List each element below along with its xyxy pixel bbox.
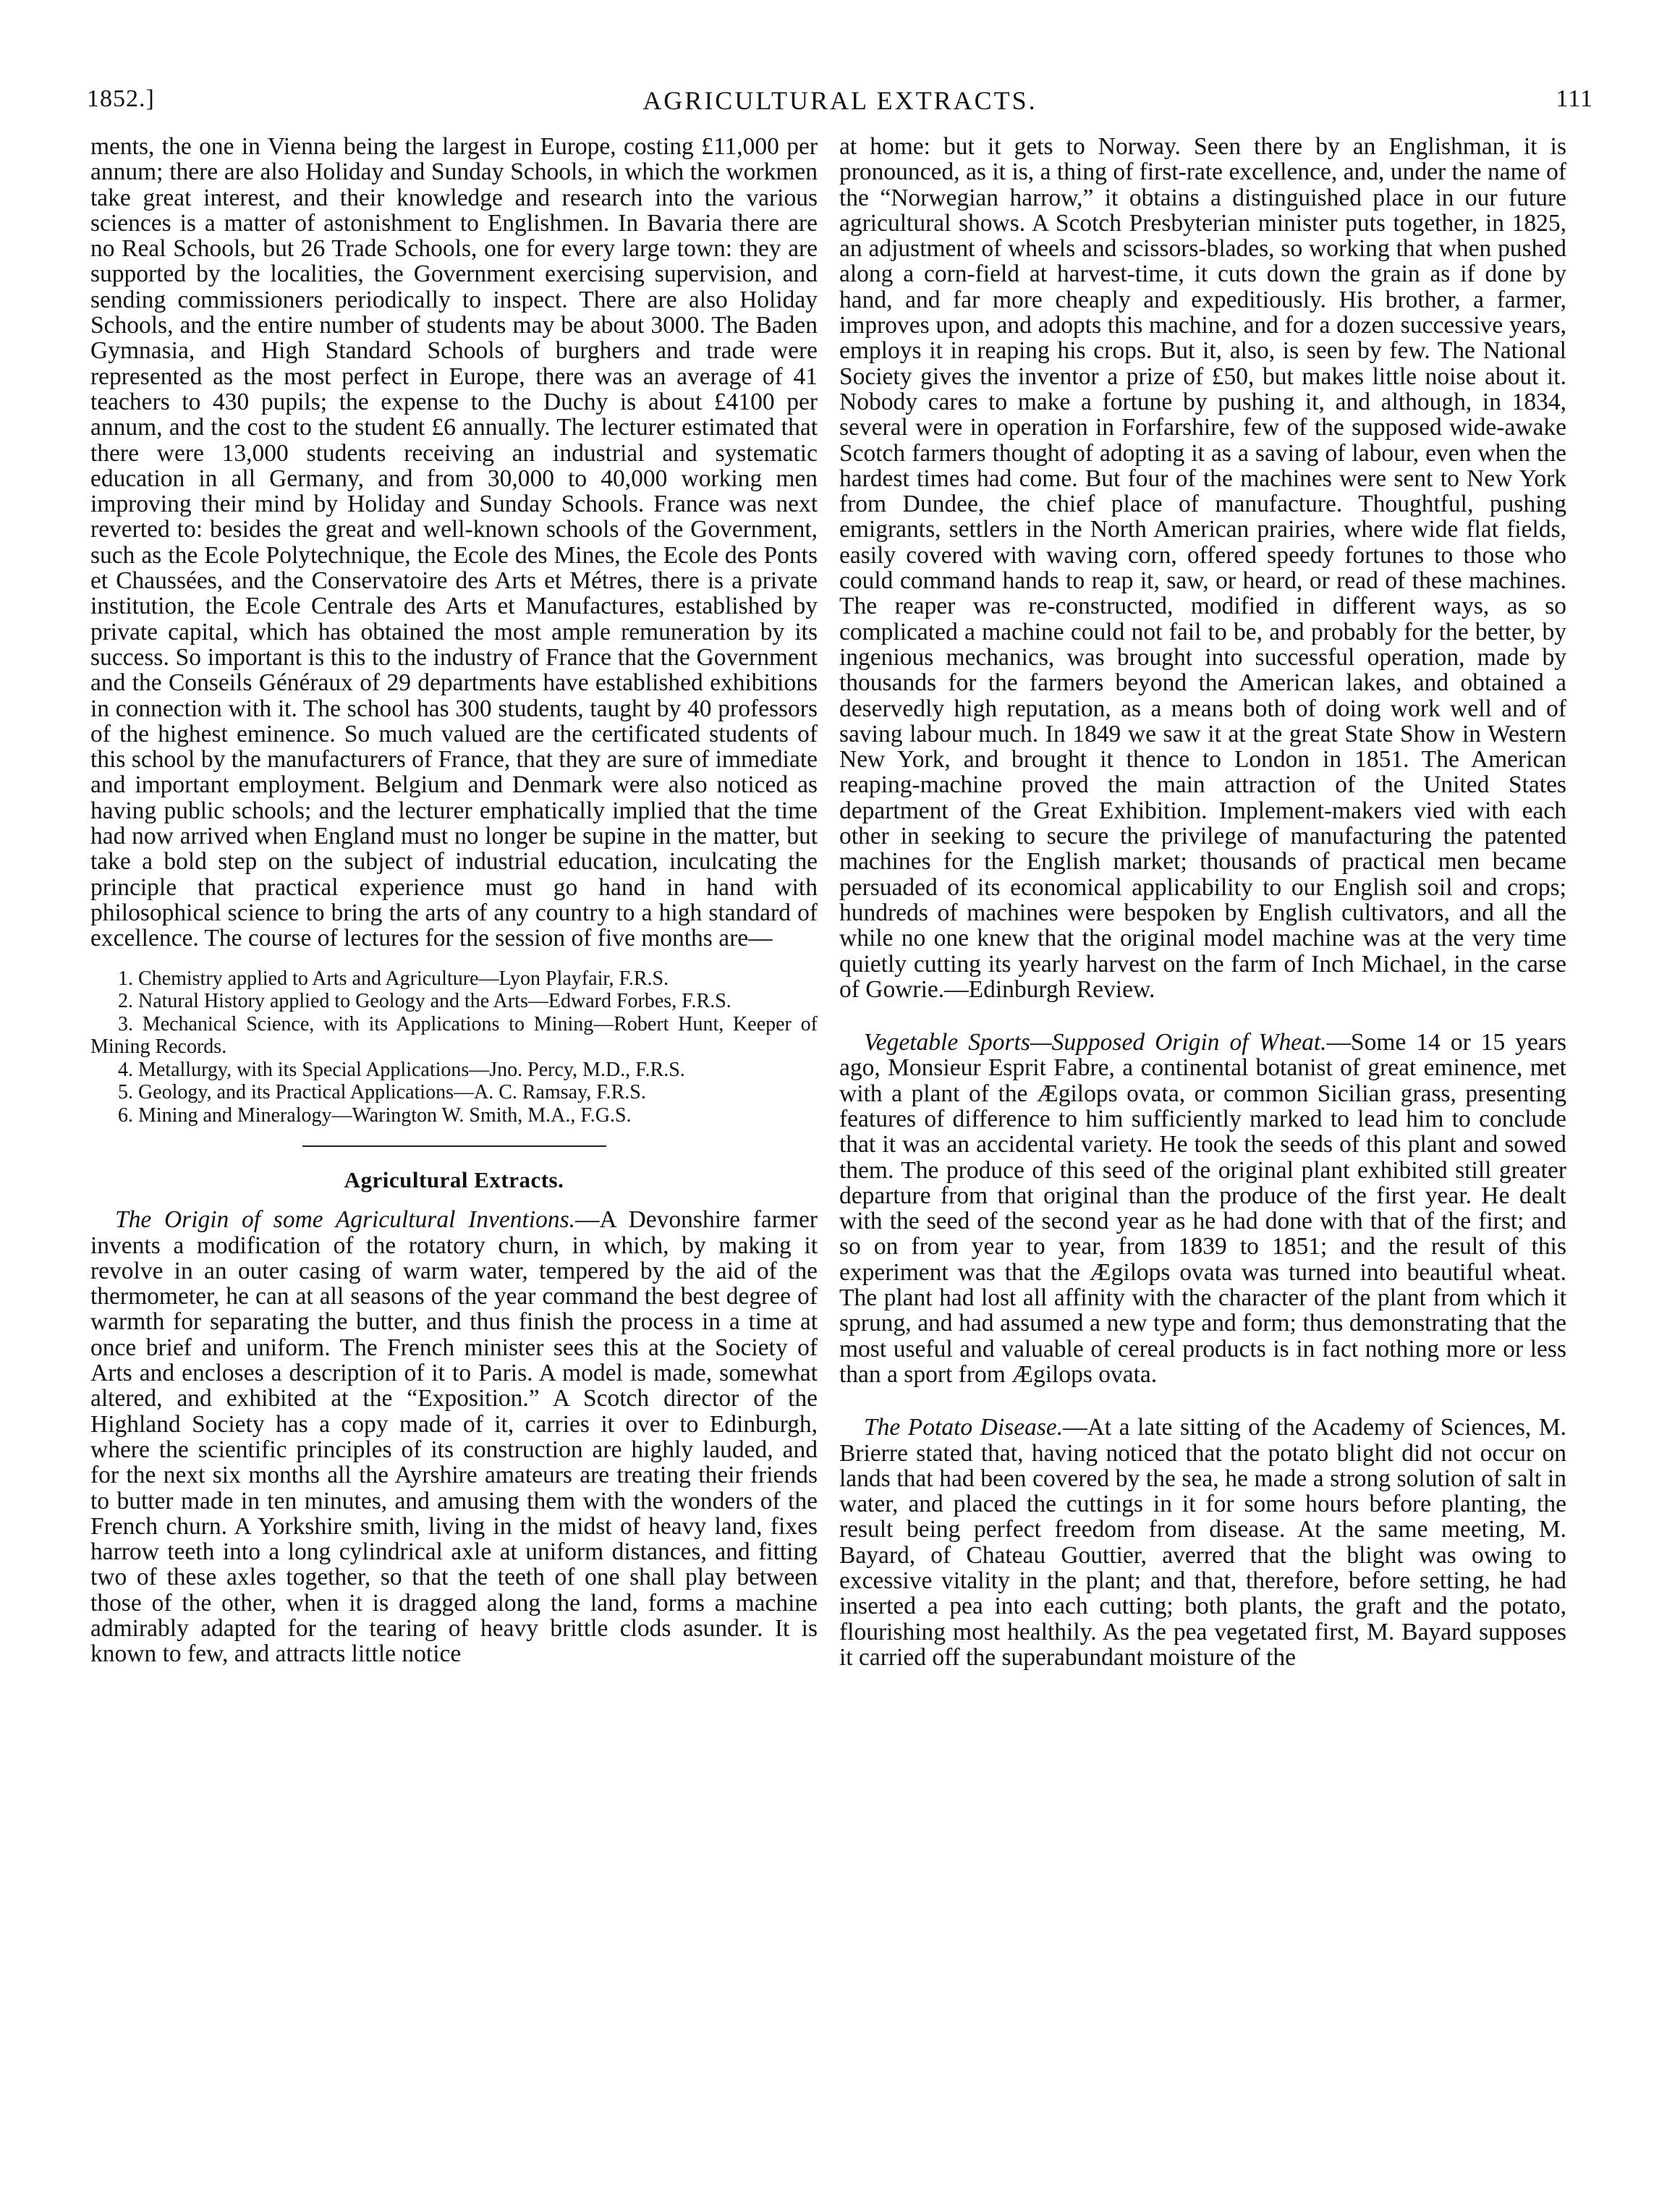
paragraph-gap	[839, 1387, 1566, 1415]
origin-article	[90, 1207, 818, 1666]
article-title: Vegetable Sports—Supposed Origin of Wheat.	[864, 1029, 1327, 1056]
schools-paragraph: ments, the one in Vienna being the largest in Europe, costing £11,000 per annum; there are also Holiday and Sunday Schools, in which the workmen take great interest, and their knowledge and research into the various sciences is a matter of astonishment to Englishmen. In Bavaria there are no Real Schools, but 26 Trade Schools, one for every large town: they are supported by the localities, the Government exercising supervision, and sending commissioners periodically to inspect. There are also Holiday Schools, and the entire number of students may be about 3000. The Baden Gymnasia, and High Standard Schools of burghers and trade were represented as the most perfect in Europe, there was an average of 41 teachers to 430 pupils; the expense to the Duchy is about £4100 per annum, and the cost to the student £6 annually. The lecturer estimated that there were 13,000 students receiving an industrial and systematic education in all Germany, and from 30,000 to 40,000 working men improving their mind by Holiday and Sunday Schools. France was next reverted to: besides the great and well-known schools of the Government, such as the Ecole Polytechnique, the Ecole des Mines, the Ecole des Ponts et Chaussées, and the Conservatoire des Arts et Métres, there is a private institution, the Ecole Centrale des Arts et Manufactures, established by private capital, which has obtained the most ample remuneration by its success. So important is this to the industry of France that the Government and the Conseils Généraux of 29 departments have established exhibitions in connection with it. The school has 300 students, taught by 40 professors of the highest eminence. So much valued are the certificated students of this school by the manufacturers of France, that they are sure of immediate and important employment. Belgium and Denmark were also noticed as having public schools; and the lecturer emphatically implied that the time had now arrived when England must no longer be supine in the matter, but take a bold step on the subject of industrial education, inculcating the principle that practical experience must go hand in hand with philosophical science to bring the arts of any country to a high standard of excellence. The course of lectures for the session of five months are—	[90, 133, 818, 952]
article-body: —A Devonshire farmer invents a modification of the rotatory churn, in which, by making it revolve in an outer casing of warm water, tempered by the aid of the thermometer, he can at all seasons of the year command the best degree of warmth for separating the butter, and thus finish the process in a time at once brief and uniform. The French minister sees this at the Society of Arts and encloses a description of it to Paris. A model is made, somewhat altered, and exhibited at the “Exposition.” A Scotch director of the Highland Society has a copy made of it, carries it over to Edinburgh, where the scientific principles of its construction are highly lauded, and for the next six months all the Ayrshire amateurs are treating their friends to butter made in ten minutes, and amusing them with the wonders of the French churn. A Yorkshire smith, living in the midst of heavy land, fixes harrow teeth into a long cylindrical axle at uniform distances, and fitting two of these axles together, so that the teeth of one shall play between those of the other, when it is dragged along the land, forms a machine admirably adapted for the tearing of heavy brittle clods asunder. It is known to few, and attracts little notice	[90, 1206, 818, 1668]
article-title: The Potato Disease.	[864, 1414, 1064, 1441]
list-item: 2. Natural History applied to Geology and the Arts—Edward Forbes, F.R.S.	[118, 990, 731, 1012]
list-item: 4. Metallurgy, with its Special Applications—Jno. Percy, M.D., F.R.S.	[118, 1058, 685, 1081]
running-title: AGRICULTURAL EXTRACTS.	[642, 86, 1038, 115]
paragraph-gap	[839, 1002, 1566, 1030]
right-column	[839, 134, 1566, 1670]
lecture-list	[90, 967, 818, 1127]
list-item: 1. Chemistry applied to Arts and Agriculture—Lyon Playfair, F.R.S.	[118, 967, 669, 990]
potato-article	[839, 1415, 1566, 1670]
page-header	[87, 85, 1593, 129]
article-body: —Some 14 or 15 years ago, Monsieur Esprit Fabre, a continental botanist of great eminence, met with a plant of the Ægilops ovata, or common Sicilian grass, presenting features of difference to him sufficiently marked to lead him to conclude that it was an accidental variety. He took the seeds of this plant and sowed them. The produce of this seed of the original plant exhibited still greater departure from that original than the produce of the first year. He dealt with the seed of the second year as he had done with that of the first; and so on from year to year, from 1839 to 1851; and the result of this experiment was that the Ægilops ovata was turned into beautiful wheat. The plant had lost all affinity with the character of the plant from which it sprung, and had assumed a new type and form; thus demonstrating that the most useful and valuable of cereal products is in fact nothing more or less than a sport from Ægilops ovata.	[839, 1029, 1566, 1388]
section-heading: Agricultural Extracts.	[344, 1167, 564, 1192]
article-body: —At a late sitting of the Academy of Sciences, M. Brierre stated that, having noticed that the potato blight did not occur on lands that had been covered by the sea, he made a strong solution of salt in water, and placed the cuttings in it for some hours before planting, the result being perfect freedom from disease. At the same meeting, M. Bayard, of Chateau Gouttier, averred that the blight was owing to excessive vitality in the plant; and that, therefore, before setting, he had inserted a pea into each cutting; both plants, the graft and the potato, flourishing most healthily. As the pea vegetated first, M. Bayard supposes it carried off the superabundant moisture of the	[839, 1414, 1566, 1671]
header-year: 1852.]	[87, 85, 155, 112]
list-item: 3. Mechanical Science, with its Applications to Mining—Robert Hunt, Keeper of Mining Records.	[90, 1012, 818, 1058]
section-divider	[302, 1145, 606, 1147]
article-title: The Origin of some Agricultural Inventions.	[115, 1206, 576, 1234]
page-number: 111	[1556, 85, 1593, 112]
list-item: 6. Mining and Mineralogy—Warington W. Smith, M.A., F.G.S.	[118, 1103, 632, 1127]
left-column	[90, 134, 818, 1667]
continuation-paragraph: at home: but it gets to Norway. Seen there by an Englishman, it is pronounced, as it is, a thing of first-rate excellence, and, under the name of the “Norwegian harrow,” it obtains a distinguished place in our future agricultural shows. A Scotch Presbyterian minister puts together, in 1825, an adjustment of wheels and scissors-blades, so working that when pushed along a corn-field at harvest-time, it cuts down the grain as if done by hand, and far more cheaply and expeditiously. His brother, a farmer, improves upon, and adopts this machine, and for a dozen successive years, employs it in reaping his crops. But it, also, is seen by few. The National Society gives the inventor a prize of £50, but makes little noise about it. Nobody cares to make a fortune by pushing it, and although, in 1834, several were in operation in Forfarshire, few of the supposed wide-awake Scotch farmers thought of adopting it as a saving of labour, even when the hardest times had come. But four of the machines were sent to New York from Dundee, the chief place of manufacture. Thoughtful, pushing emigrants, settlers in the North American prairies, where wide flat fields, easily covered with waving corn, offered speedy fortunes to those who could command hands to reap it, saw, or heard, or read of these machines. The reaper was re-constructed, modified in different ways, as so complicated a machine could not fail to be, and probably for the better, by ingenious mechanics, was brought into successful operation, made by thousands for the farmers beyond the American lakes, and obtained a deservedly high reputation, as a means both of doing work well and of saving labour much. In 1849 we saw it at the great State Show in Western New York, and brought it thence to London in 1851. The American reaping-machine proved the main attraction of the United States department of the Great Exhibition. Implement-makers vied with each other in seeking to secure the privilege of manufacturing the patented machines for the English market; thousands of practical men became persuaded of its economical applicability to our English soil and crops; hundreds of machines were bespoken by English cultivators, and all the while no one knew that the original model machine was at the very time quietly cutting its yearly harvest on the farm of Inch Michael, in the carse of Gowrie.—Edinburgh Review.	[839, 133, 1566, 1003]
list-item: 5. Geology, and its Practical Applications—A. C. Ramsay, F.R.S.	[118, 1081, 646, 1103]
wheat-article	[839, 1030, 1566, 1387]
